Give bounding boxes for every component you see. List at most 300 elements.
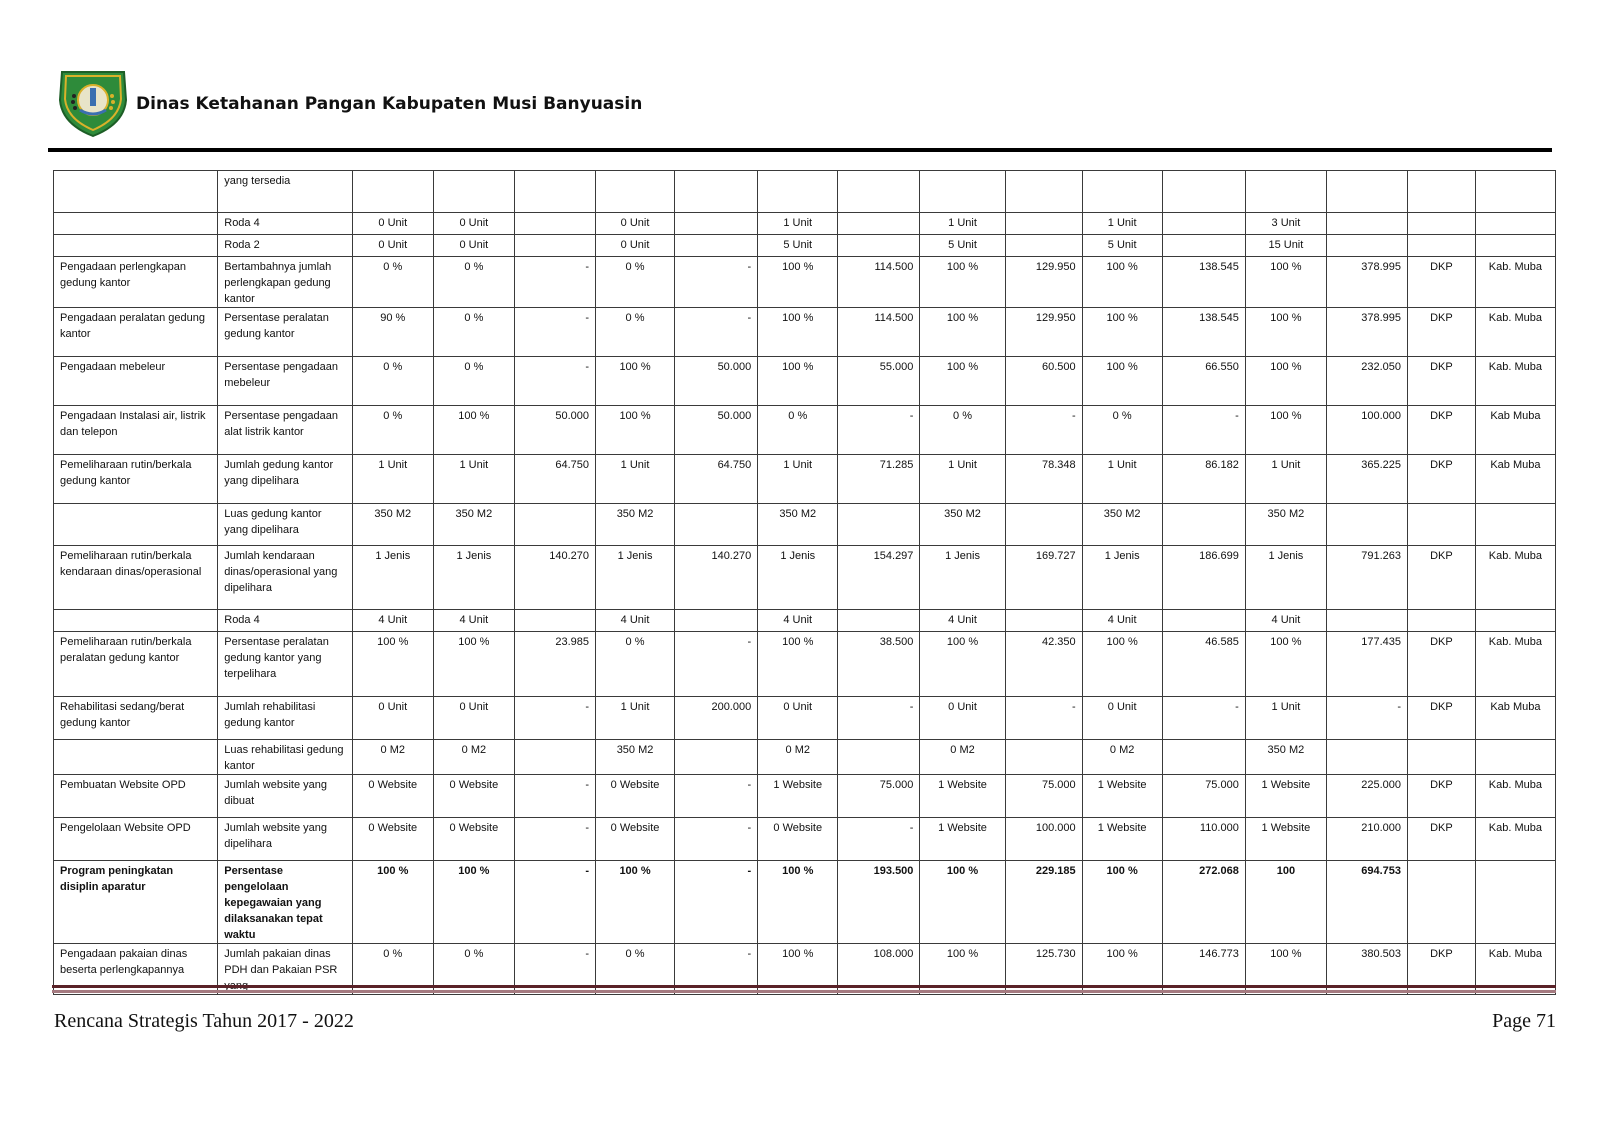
cell-indicator: Roda 4 [218,213,352,235]
cell-y2-rp: 193.500 [838,861,920,944]
cell-base-rp: - [514,308,595,357]
cell-y3-rp: 169.727 [1005,546,1082,610]
cell-program: Pengadaan Instalasi air, listrik dan telepon [54,406,218,455]
cell-y1: 0 % [596,308,675,357]
cell-total: 100 % [1245,632,1326,697]
cell-y3: 1 Jenis [920,546,1005,610]
cell-y4: 100 % [1082,257,1162,308]
cell-y2: 100 % [758,861,838,944]
cell-y4-rp: 272.068 [1162,861,1245,944]
cell-y4: 0 % [1082,406,1162,455]
cell-y2: 100 % [758,308,838,357]
organization-title: Dinas Ketahanan Pangan Kabupaten Musi Banyuasin [136,94,643,114]
cell-unit: DKP [1408,357,1476,406]
cell-unit [1408,171,1476,213]
cell-total-rp: 378.995 [1326,308,1407,357]
cell-y2: 100 % [758,944,838,995]
cell-y1-rp: - [675,944,758,995]
cell-y3: 1 Website [920,818,1005,861]
cell-unit [1408,610,1476,632]
cell-base1: 90 % [352,308,433,357]
cell-total: 100 % [1245,406,1326,455]
table-row [54,610,1556,632]
cell-unit: DKP [1408,455,1476,504]
table-row [54,308,1556,357]
cell-y3: 100 % [920,861,1005,944]
cell-y2-rp: 38.500 [838,632,920,697]
cell-base2: 0 Unit [433,235,514,257]
cell-indicator: Persentase peralatan gedung kantor [218,308,352,357]
cell-unit [1408,504,1476,546]
cell-total: 1 Unit [1245,697,1326,740]
cell-y2: 0 Website [758,818,838,861]
cell-indicator: Persentase peralatan gedung kantor yang terpelihara [218,632,352,697]
cell-base-rp: - [514,697,595,740]
footer-document-title: Rencana Strategis Tahun 2017 - 2022 [54,1010,354,1032]
cell-y3-rp: 78.348 [1005,455,1082,504]
cell-base1: 0 Unit [352,235,433,257]
cell-y2-rp [838,504,920,546]
cell-y1 [596,171,675,213]
cell-base-rp: 23.985 [514,632,595,697]
cell-program [54,504,218,546]
cell-y3: 100 % [920,308,1005,357]
cell-y3-rp [1005,740,1082,775]
cell-y4-rp: 138.545 [1162,257,1245,308]
table-row [54,504,1556,546]
cell-y4: 1 Website [1082,818,1162,861]
cell-y4: 100 % [1082,861,1162,944]
cell-base1: 100 % [352,861,433,944]
cell-y1: 100 % [596,406,675,455]
cell-y2-rp: - [838,818,920,861]
cell-y4: 1 Unit [1082,455,1162,504]
cell-y4: 5 Unit [1082,235,1162,257]
cell-base2: 1 Unit [433,455,514,504]
cell-y3-rp: - [1005,406,1082,455]
cell-base2 [433,171,514,213]
cell-base1: 0 Unit [352,697,433,740]
cell-y4: 0 M2 [1082,740,1162,775]
cell-loc [1475,235,1555,257]
cell-unit: DKP [1408,257,1476,308]
cell-base2: 0 % [433,357,514,406]
cell-y3-rp: - [1005,697,1082,740]
cell-y2-rp: 114.500 [838,308,920,357]
cell-y4-rp [1162,235,1245,257]
cell-total-rp: 177.435 [1326,632,1407,697]
cell-indicator: Roda 2 [218,235,352,257]
cell-program: Rehabilitasi sedang/berat gedung kantor [54,697,218,740]
cell-total-rp: 210.000 [1326,818,1407,861]
cell-y4: 100 % [1082,944,1162,995]
table-row [54,213,1556,235]
cell-y4: 350 M2 [1082,504,1162,546]
cell-y3: 100 % [920,632,1005,697]
cell-total: 4 Unit [1245,610,1326,632]
cell-base1: 0 % [352,357,433,406]
cell-y4-rp [1162,610,1245,632]
cell-total-rp: 365.225 [1326,455,1407,504]
cell-program [54,171,218,213]
cell-total: 100 [1245,861,1326,944]
table-row [54,740,1556,775]
cell-indicator: Jumlah kendaraan dinas/operasional yang dipelihara [218,546,352,610]
cell-base1: 4 Unit [352,610,433,632]
cell-indicator: Jumlah website yang dibuat [218,775,352,818]
cell-y2-rp: 71.285 [838,455,920,504]
cell-base1: 0 % [352,257,433,308]
cell-loc: Kab Muba [1475,455,1555,504]
cell-y4-rp: - [1162,406,1245,455]
cell-y1-rp: 50.000 [675,406,758,455]
cell-base2: 0 % [433,308,514,357]
cell-y1-rp: - [675,861,758,944]
cell-program [54,213,218,235]
cell-y2: 5 Unit [758,235,838,257]
cell-y4: 100 % [1082,308,1162,357]
cell-base2: 0 Unit [433,213,514,235]
footer-divider [52,985,1556,988]
cell-y1-rp: - [675,632,758,697]
table-row [54,775,1556,818]
cell-y1: 1 Unit [596,697,675,740]
cell-indicator: Jumlah gedung kantor yang dipelihara [218,455,352,504]
cell-y1: 0 Unit [596,213,675,235]
cell-y1-rp: 140.270 [675,546,758,610]
cell-unit: DKP [1408,697,1476,740]
cell-y2: 1 Unit [758,455,838,504]
cell-y1-rp [675,610,758,632]
cell-y3-rp: 125.730 [1005,944,1082,995]
cell-y1: 0 Unit [596,235,675,257]
cell-base1: 1 Unit [352,455,433,504]
cell-base2: 0 M2 [433,740,514,775]
cell-unit [1408,861,1476,944]
cell-loc [1475,610,1555,632]
cell-program: Pengadaan perlengkapan gedung kantor [54,257,218,308]
cell-y4-rp: 46.585 [1162,632,1245,697]
cell-y2-rp [838,740,920,775]
cell-total-rp [1326,171,1407,213]
cell-base1: 1 Jenis [352,546,433,610]
cell-y1-rp [675,504,758,546]
cell-y2-rp [838,235,920,257]
cell-total: 1 Website [1245,818,1326,861]
cell-y2-rp: - [838,406,920,455]
cell-y2-rp: 75.000 [838,775,920,818]
cell-y3-rp: 42.350 [1005,632,1082,697]
cell-y2-rp [838,610,920,632]
cell-indicator: Luas gedung kantor yang dipelihara [218,504,352,546]
cell-y1: 100 % [596,357,675,406]
cell-y1: 350 M2 [596,504,675,546]
cell-loc: Kab. Muba [1475,257,1555,308]
cell-unit [1408,740,1476,775]
cell-total-rp: 694.753 [1326,861,1407,944]
cell-total-rp: - [1326,697,1407,740]
cell-program: Pengadaan mebeleur [54,357,218,406]
cell-y1: 0 % [596,257,675,308]
cell-loc [1475,740,1555,775]
cell-loc: Kab. Muba [1475,775,1555,818]
cell-y1-rp: - [675,818,758,861]
cell-y1-rp: 50.000 [675,357,758,406]
cell-base2: 350 M2 [433,504,514,546]
cell-base2: 100 % [433,632,514,697]
cell-y1-rp [675,740,758,775]
cell-loc: Kab. Muba [1475,944,1555,995]
cell-total-rp: 791.263 [1326,546,1407,610]
cell-y4-rp: 146.773 [1162,944,1245,995]
cell-total: 100 % [1245,944,1326,995]
cell-loc: Kab. Muba [1475,546,1555,610]
cell-y2: 1 Unit [758,213,838,235]
cell-program: Pemeliharaan rutin/berkala gedung kantor [54,455,218,504]
cell-loc: Kab. Muba [1475,357,1555,406]
cell-y4-rp [1162,504,1245,546]
cell-y4-rp: 110.000 [1162,818,1245,861]
cell-y4-rp: 66.550 [1162,357,1245,406]
cell-unit: DKP [1408,406,1476,455]
cell-base2: 0 % [433,257,514,308]
cell-base2: 4 Unit [433,610,514,632]
cell-y3-rp [1005,171,1082,213]
cell-base1: 350 M2 [352,504,433,546]
cell-loc [1475,861,1555,944]
cell-y3: 0 Unit [920,697,1005,740]
cell-base1 [352,171,433,213]
cell-program: Program peningkatan disiplin aparatur [54,861,218,944]
cell-total-rp [1326,740,1407,775]
cell-base2: 0 Website [433,775,514,818]
cell-y1-rp: - [675,257,758,308]
cell-total [1245,171,1326,213]
strategic-plan-table [53,170,1556,995]
table-row [54,861,1556,944]
cell-y3: 5 Unit [920,235,1005,257]
cell-y3: 1 Unit [920,213,1005,235]
cell-y1: 0 % [596,632,675,697]
cell-y2: 1 Jenis [758,546,838,610]
cell-y1-rp [675,171,758,213]
cell-y4: 0 Unit [1082,697,1162,740]
cell-indicator: Bertambahnya jumlah perlengkapan gedung kantor [218,257,352,308]
cell-y4 [1082,171,1162,213]
cell-base-rp [514,740,595,775]
cell-y3: 1 Unit [920,455,1005,504]
cell-program: Pengadaan pakaian dinas beserta perlengkapannya [54,944,218,995]
cell-base2: 0 % [433,944,514,995]
cell-total-rp [1326,504,1407,546]
cell-total-rp: 380.503 [1326,944,1407,995]
cell-base-rp [514,610,595,632]
cell-loc: Kab. Muba [1475,818,1555,861]
cell-y2-rp: 154.297 [838,546,920,610]
cell-total: 100 % [1245,257,1326,308]
kabupaten-emblem-icon [56,66,130,138]
cell-y2-rp: 108.000 [838,944,920,995]
cell-y4-rp: - [1162,697,1245,740]
cell-y2: 4 Unit [758,610,838,632]
cell-y1: 1 Jenis [596,546,675,610]
cell-unit [1408,235,1476,257]
cell-base1: 0 Website [352,775,433,818]
cell-y3 [920,171,1005,213]
cell-y3: 100 % [920,357,1005,406]
cell-loc: Kab. Muba [1475,632,1555,697]
cell-y1-rp: - [675,308,758,357]
cell-total: 350 M2 [1245,740,1326,775]
cell-program [54,235,218,257]
cell-y4: 4 Unit [1082,610,1162,632]
cell-total-rp: 232.050 [1326,357,1407,406]
cell-total-rp [1326,610,1407,632]
cell-y4: 1 Unit [1082,213,1162,235]
cell-y3-rp [1005,504,1082,546]
cell-total-rp: 100.000 [1326,406,1407,455]
cell-y3-rp [1005,213,1082,235]
cell-total-rp: 225.000 [1326,775,1407,818]
cell-y2-rp: 55.000 [838,357,920,406]
cell-y3: 100 % [920,944,1005,995]
cell-y3-rp: 229.185 [1005,861,1082,944]
cell-y4: 100 % [1082,357,1162,406]
cell-unit: DKP [1408,308,1476,357]
footer-divider-secondary [52,990,1556,993]
cell-loc [1475,504,1555,546]
cell-unit: DKP [1408,632,1476,697]
cell-y4-rp: 138.545 [1162,308,1245,357]
cell-y4-rp [1162,740,1245,775]
cell-base-rp: - [514,775,595,818]
cell-y3-rp: 129.950 [1005,257,1082,308]
cell-base1: 0 % [352,944,433,995]
cell-y4-rp: 75.000 [1162,775,1245,818]
cell-indicator: Luas rehabilitasi gedung kantor [218,740,352,775]
cell-total: 100 % [1245,357,1326,406]
cell-y3-rp [1005,235,1082,257]
cell-y3: 0 % [920,406,1005,455]
cell-y1-rp: - [675,775,758,818]
cell-base-rp [514,213,595,235]
cell-y2: 1 Website [758,775,838,818]
cell-loc [1475,213,1555,235]
cell-y2-rp [838,213,920,235]
cell-base-rp: - [514,257,595,308]
cell-base2: 0 Website [433,818,514,861]
table-row [54,546,1556,610]
cell-unit [1408,213,1476,235]
cell-base2: 100 % [433,861,514,944]
cell-y4-rp: 186.699 [1162,546,1245,610]
cell-indicator: Jumlah rehabilitasi gedung kantor [218,697,352,740]
cell-y2: 100 % [758,257,838,308]
cell-y1: 0 % [596,944,675,995]
cell-base1: 100 % [352,632,433,697]
cell-y2: 100 % [758,357,838,406]
cell-y1-rp: 64.750 [675,455,758,504]
table-row [54,357,1556,406]
cell-y1: 1 Unit [596,455,675,504]
cell-unit: DKP [1408,546,1476,610]
cell-unit: DKP [1408,818,1476,861]
cell-loc: Kab. Muba [1475,308,1555,357]
cell-total: 1 Website [1245,775,1326,818]
cell-unit: DKP [1408,944,1476,995]
cell-total: 1 Unit [1245,455,1326,504]
cell-total: 15 Unit [1245,235,1326,257]
cell-loc [1475,171,1555,213]
cell-indicator: yang tersedia [218,171,352,213]
cell-y1: 0 Website [596,818,675,861]
table-body [54,171,1556,995]
cell-y2-rp: 114.500 [838,257,920,308]
table-row [54,171,1556,213]
cell-base1: 0 Unit [352,213,433,235]
cell-y3-rp: 129.950 [1005,308,1082,357]
cell-y2: 0 % [758,406,838,455]
cell-indicator: Roda 4 [218,610,352,632]
page-number: Page 71 [1492,1010,1556,1032]
cell-base-rp: 140.270 [514,546,595,610]
cell-program: Pemeliharaan rutin/berkala kendaraan dinas/operasional [54,546,218,610]
cell-y2: 100 % [758,632,838,697]
cell-y3: 350 M2 [920,504,1005,546]
table-row [54,406,1556,455]
cell-program: Pemeliharaan rutin/berkala peralatan gedung kantor [54,632,218,697]
table-row [54,818,1556,861]
cell-base1: 0 % [352,406,433,455]
cell-y3-rp: 75.000 [1005,775,1082,818]
cell-y3-rp: 60.500 [1005,357,1082,406]
cell-y3: 1 Website [920,775,1005,818]
cell-base-rp: - [514,357,595,406]
cell-base-rp: 50.000 [514,406,595,455]
cell-total: 1 Jenis [1245,546,1326,610]
table-row [54,697,1556,740]
cell-y4: 1 Website [1082,775,1162,818]
table-row [54,235,1556,257]
cell-indicator: Persentase pengadaan mebeleur [218,357,352,406]
cell-y4-rp: 86.182 [1162,455,1245,504]
cell-base1: 0 Website [352,818,433,861]
cell-y3-rp [1005,610,1082,632]
cell-unit: DKP [1408,775,1476,818]
cell-indicator: Persentase pengelolaan kepegawaian yang dilaksanakan tepat waktu [218,861,352,944]
cell-base-rp [514,235,595,257]
cell-program [54,610,218,632]
cell-y2: 0 Unit [758,697,838,740]
cell-y2: 350 M2 [758,504,838,546]
cell-indicator: Jumlah website yang dipelihara [218,818,352,861]
cell-y1-rp [675,213,758,235]
cell-y4: 1 Jenis [1082,546,1162,610]
cell-y4: 100 % [1082,632,1162,697]
cell-base-rp [514,504,595,546]
cell-program: Pengelolaan Website OPD [54,818,218,861]
cell-base-rp [514,171,595,213]
cell-loc: Kab Muba [1475,406,1555,455]
cell-y1: 4 Unit [596,610,675,632]
cell-base2: 100 % [433,406,514,455]
cell-y2: 0 M2 [758,740,838,775]
cell-program [54,740,218,775]
cell-indicator: Jumlah pakaian dinas PDH dan Pakaian PSR [218,944,352,995]
table-row [54,632,1556,697]
cell-total: 3 Unit [1245,213,1326,235]
cell-y1: 0 Website [596,775,675,818]
